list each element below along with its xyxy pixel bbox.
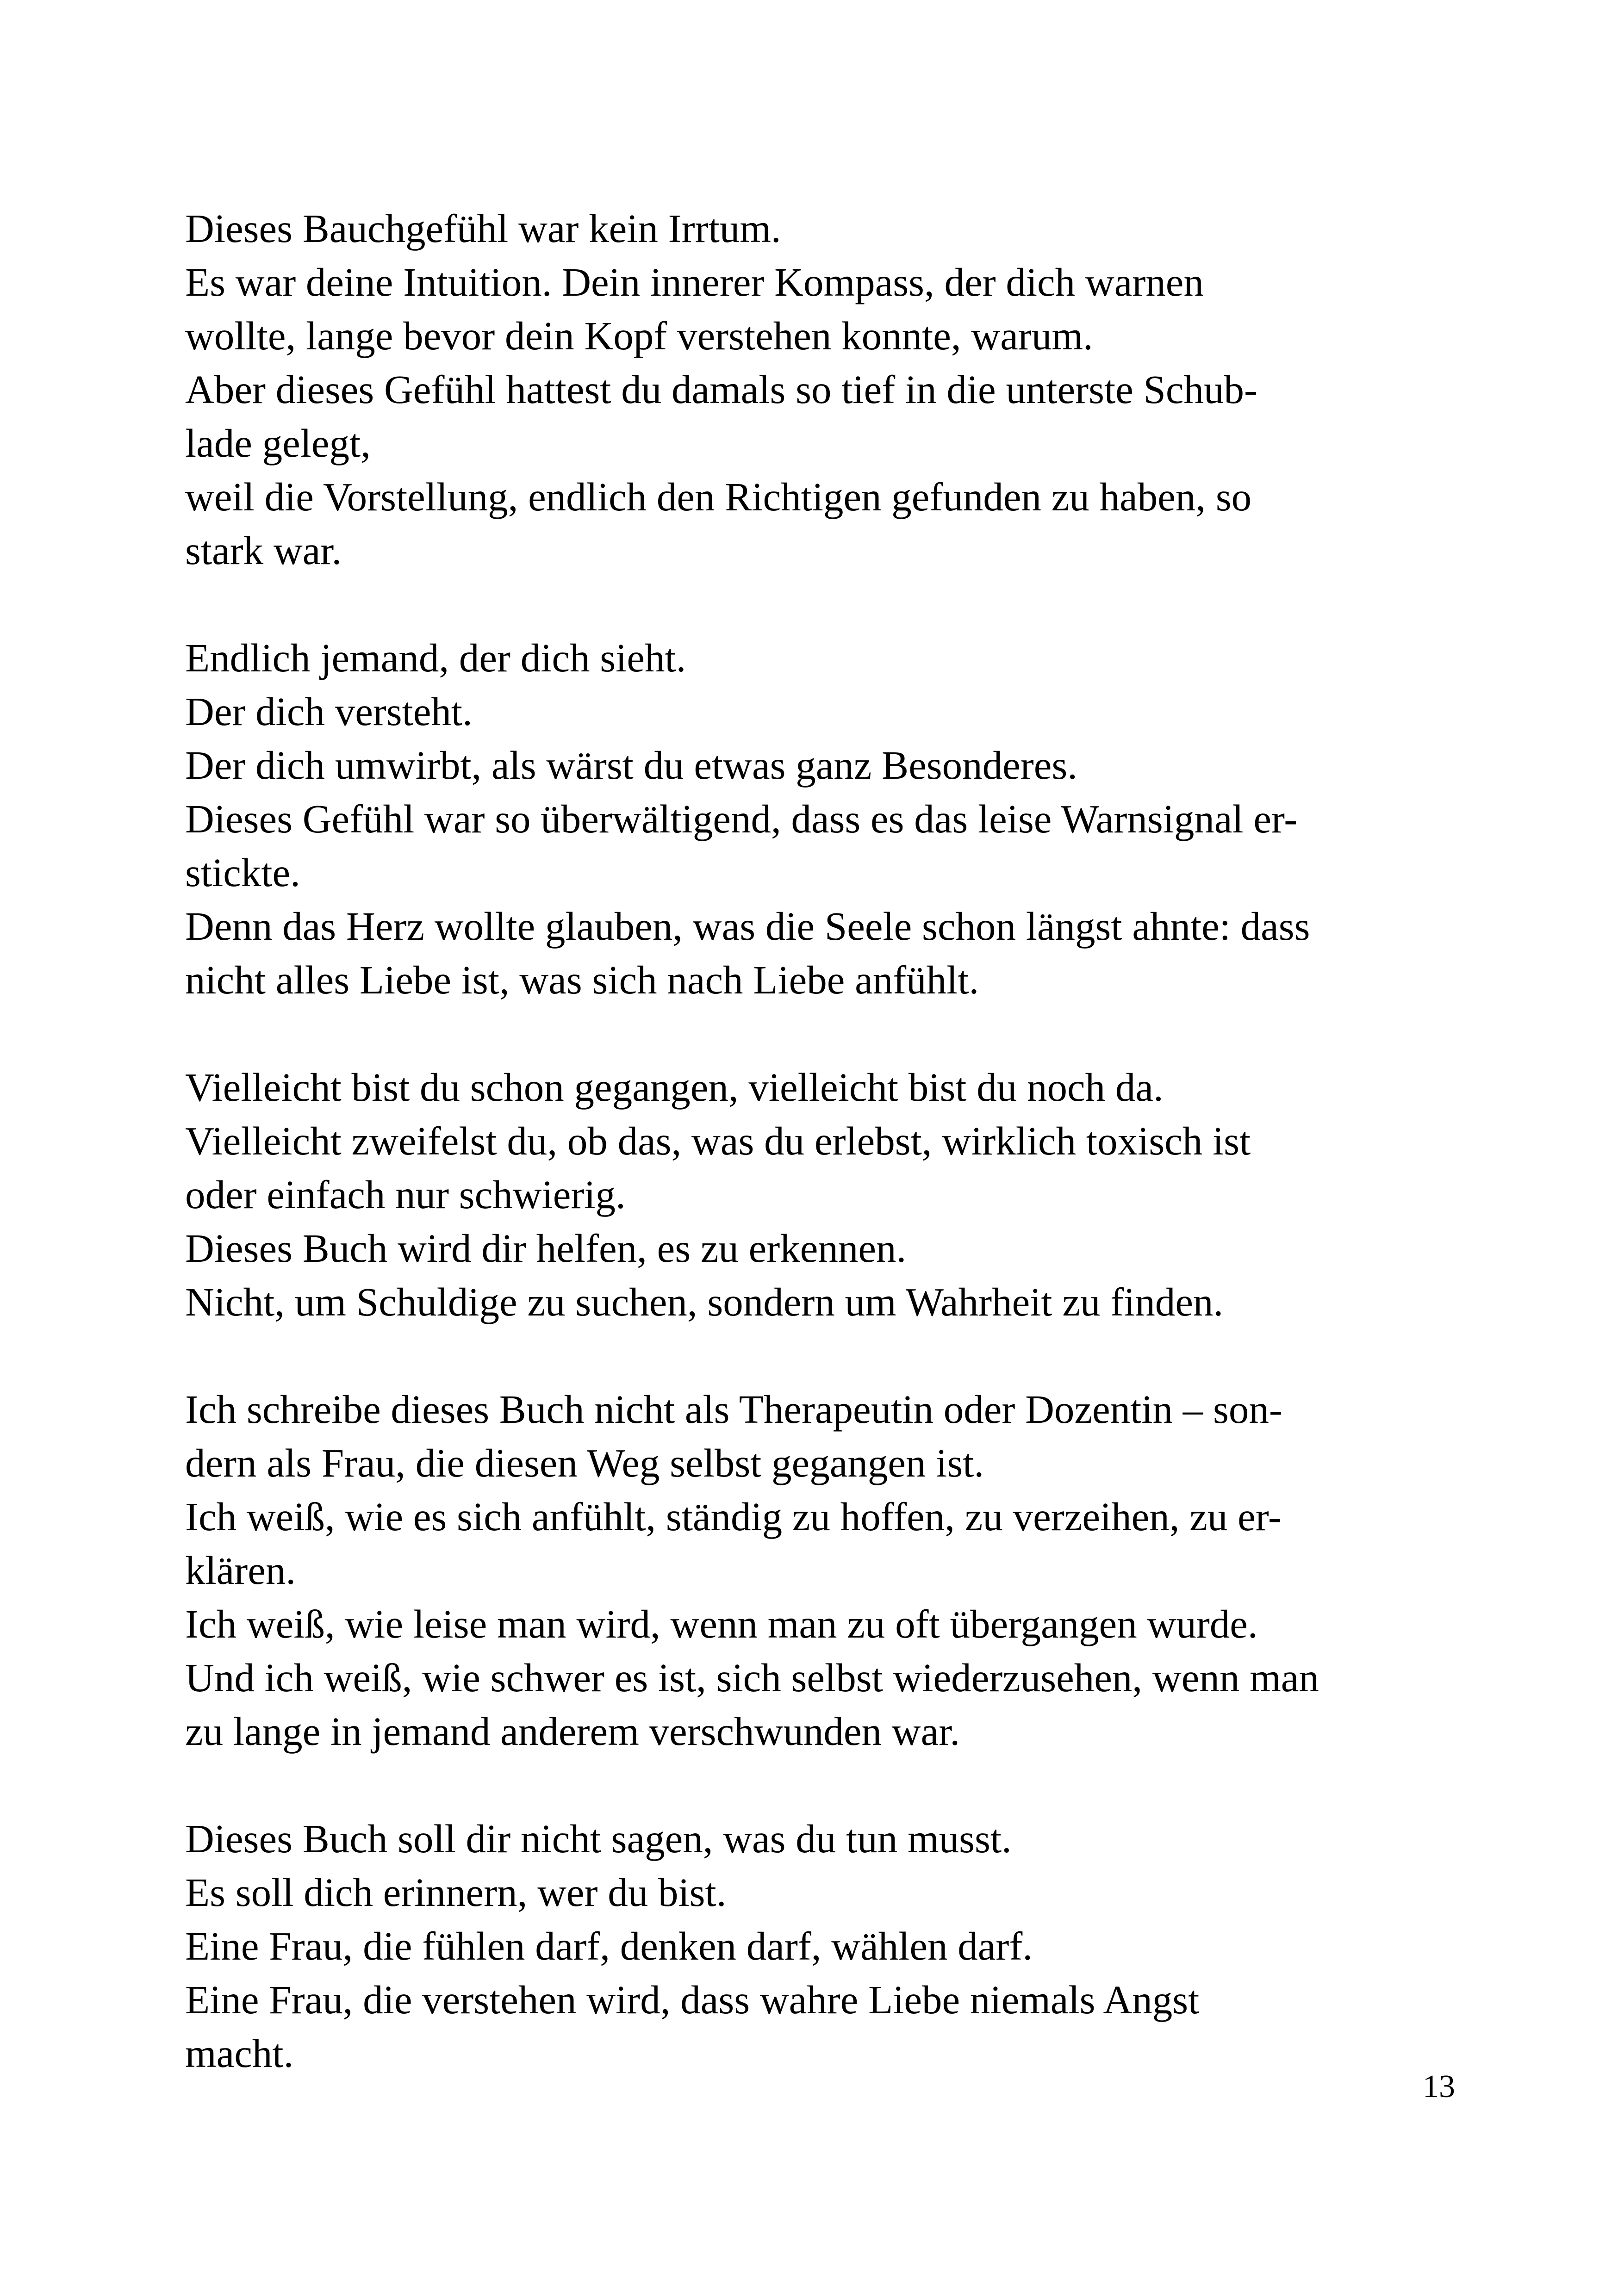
text-line: Es war deine Intuition. Dein innerer Kompass, der dich warnen — [185, 260, 1204, 304]
text-line: Eine Frau, die verstehen wird, dass wahre Liebe niemals Angst — [185, 1977, 1200, 2022]
text-line: zu lange in jemand anderem verschwunden war. — [185, 1709, 960, 1754]
text-line: nicht alles Liebe ist, was sich nach Liebe anfühlt. — [185, 957, 979, 1002]
text-line: Der dich umwirbt, als wärst du etwas ganz Besonderes. — [185, 743, 1077, 788]
text-line: Dieses Bauchgefühl war kein Irrtum. — [185, 206, 781, 251]
text-line: stickte. — [185, 850, 300, 895]
text-line: klären. — [185, 1548, 296, 1593]
text-line: Endlich jemand, der dich sieht. — [185, 635, 686, 680]
paragraph-break — [185, 577, 1453, 631]
text-line: Es soll dich erinnern, wer du bist. — [185, 1870, 727, 1915]
text-line: macht. — [185, 2031, 294, 2076]
text-line: dern als Frau, die diesen Weg selbst gegangen ist. — [185, 1440, 984, 1485]
text-line: Aber dieses Gefühl hattest du damals so tief in die unterste Schub- — [185, 367, 1258, 412]
page-number: 13 — [1423, 2069, 1455, 2104]
text-line: stark war. — [185, 528, 342, 573]
paragraph-break — [185, 1007, 1453, 1061]
text-line: Der dich versteht. — [185, 689, 473, 734]
text-line: Ich weiß, wie leise man wird, wenn man zu oft übergangen wurde. — [185, 1601, 1258, 1646]
text-line: weil die Vorstellung, endlich den Richtigen gefunden zu haben, so — [185, 474, 1252, 519]
text-line: Nicht, um Schuldige zu suchen, sondern um Wahrheit zu finden. — [185, 1279, 1224, 1324]
text-line: Vielleicht zweifelst du, ob das, was du erlebst, wirklich toxisch ist — [185, 1118, 1251, 1163]
text-line: Dieses Buch soll dir nicht sagen, was du tun musst. — [185, 1816, 1012, 1861]
text-line: Dieses Buch wird dir helfen, es zu erkennen. — [185, 1226, 907, 1271]
text-line: oder einfach nur schwierig. — [185, 1172, 626, 1217]
paragraph-break — [185, 1329, 1453, 1383]
text-line: Ich weiß, wie es sich anfühlt, ständig zu hoffen, zu verzeihen, zu er- — [185, 1494, 1282, 1539]
text-line: Dieses Gefühl war so überwältigend, dass es das leise Warnsignal er- — [185, 796, 1298, 841]
body-text — [185, 202, 1453, 2080]
text-line: lade gelegt, — [185, 421, 371, 465]
text-line: Denn das Herz wollte glauben, was die Seele schon längst ahnte: dass — [185, 904, 1310, 949]
text-line: Ich schreibe dieses Buch nicht als Therapeutin oder Dozentin – son- — [185, 1387, 1282, 1432]
paragraph-break — [185, 1758, 1453, 1812]
text-line: Eine Frau, die fühlen darf, denken darf, wählen darf. — [185, 1924, 1033, 1968]
text-line: Vielleicht bist du schon gegangen, vielleicht bist du noch da. — [185, 1065, 1164, 1110]
text-line: wollte, lange bevor dein Kopf verstehen konnte, warum. — [185, 313, 1093, 358]
text-line: Und ich weiß, wie schwer es ist, sich selbst wiederzusehen, wenn man — [185, 1655, 1319, 1700]
